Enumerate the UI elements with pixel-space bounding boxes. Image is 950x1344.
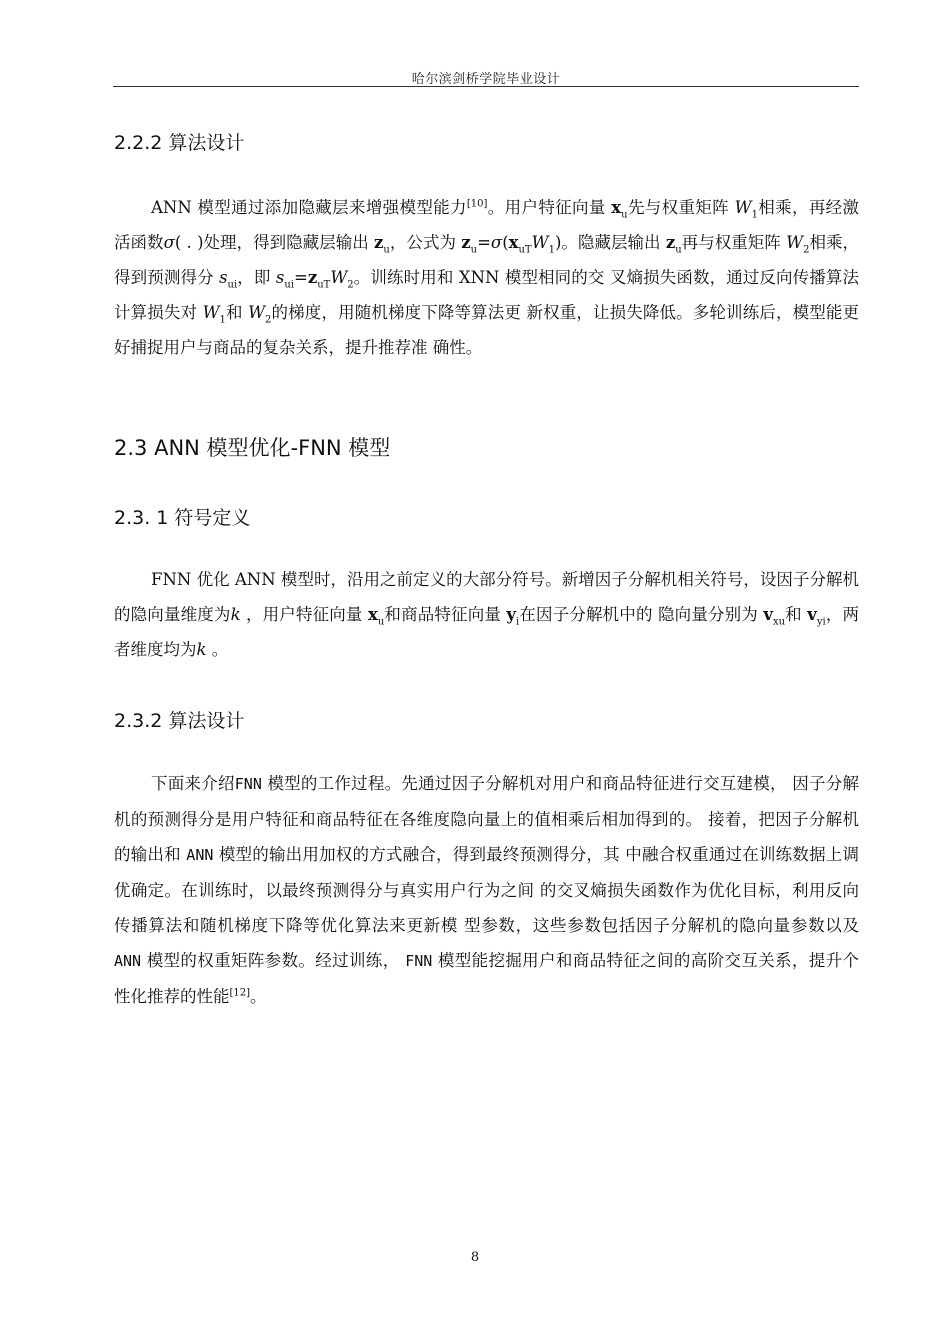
text: ，公式为 [389,233,462,252]
text: 和商品特征向量 [384,605,507,624]
heading-2-3-1: 2.3. 1 符号定义 [114,507,251,529]
text: ( . )处理，得到隐藏层输出 [174,233,375,252]
math-subscript: i [516,616,520,628]
math-symbol: σ [163,233,175,252]
math-symbol: k [196,640,207,659]
math-symbol: k [230,605,241,624]
math-subscript: uT [518,244,532,256]
heading-2-3-2: 2.3.2 算法设计 [114,710,245,732]
text: 模型的工作过程。先通过因子分解机对用户和商品特征进行交互建模， 因子分解机的预测得分是用户特征和商品特征在各维度隐向量上的值相乘后相加得到的。 接着，把因子分解机的输出和 [114,774,860,864]
paragraph-symbol-definition [114,562,859,667]
acronym: FNN [234,775,262,793]
text: FNN 优化 ANN 模型时，沿用之前定义的大部分符号。新增因子分解机相关符号，设因子分解机的隐向量维度为 [114,570,859,624]
math-operator: = [477,233,491,252]
text: 模型的权重矩阵参数。经过训练， [141,951,406,970]
page-header: 哈尔滨剑桥学院毕业设计 [411,72,561,87]
math-subscript: ui [227,279,238,291]
math-symbol: W [734,198,752,217]
math-subscript: ui [284,279,294,291]
math-subscript: 2 [803,244,810,256]
citation: [10] [466,198,488,210]
math-subscript: u [377,616,385,628]
text: 。训练时用和 XNN 模型相同的交 叉熵损失函数，通过反向传播算法计算损失对 [114,268,860,322]
header-rule [113,86,859,87]
text: ，用户特征向量 [240,605,368,624]
math-subscript: uT [317,279,331,291]
math-symbol: W [330,268,348,287]
text: 。 [206,640,229,659]
math-symbol: W [786,233,804,252]
math-symbol: v [763,605,773,624]
math-symbol: y [506,605,517,624]
text: 模型的输出用加权的方式融合，得到最终预测得分，其 中融合权重通过在训练数据上调优确定。在训练时，以最终预测得分与真实用户行为之间 的交叉熵损失函数作为优化目标，利用反向传播算法和随机梯度下降等优化算法来更新模 型参数，这些参数包括因子分解机的隐向量参数以及 [114,845,859,935]
paragraph-ann-algorithm [114,190,859,365]
math-subscript: u [470,244,478,256]
text: 模型能挖掘用户和商品特征之间的高阶交互关系，提升个性化推荐的性能 [114,951,859,1006]
math-symbol: s [219,268,228,287]
math-symbol: W [248,303,266,322]
citation: [12] [229,987,251,999]
math-symbol: s [275,268,285,287]
heading-2-3: 2.3 ANN 模型优化-FNN 模型 [114,436,391,460]
text: 。隐藏层输出 [561,233,666,252]
text: 和 [785,605,808,624]
math-subscript: xu [772,616,786,628]
math-subscript: u [675,244,682,256]
math-symbol: v [807,605,817,624]
math-operator: ( [502,233,509,252]
text: 相乘，得到预测得分 [114,233,860,287]
math-operator: = [294,268,308,287]
paragraph-fnn-algorithm [114,766,859,1014]
math-subscript: 1 [219,314,226,326]
text: 下面来介绍 [151,774,235,793]
math-symbol: z [461,233,471,252]
math-symbol: z [374,233,384,252]
math-symbol: W [202,303,220,322]
math-operator: ) [554,233,562,252]
acronym: ANN [186,846,214,864]
math-symbol: x [367,605,378,624]
math-symbol: W [531,233,549,252]
text: 相乘，再经激活函数 [114,198,860,252]
text: 。 [250,987,267,1006]
text: 再与权重矩阵 [681,233,787,252]
text: 的梯度，用随机梯度下降等算法更 新权重，让损失降低。多轮训练后，模型能更好捕捉用户与商品的复杂关系，提升推荐准 确性。 [114,303,860,357]
heading-2-2-2: 2.2.2 算法设计 [114,132,245,154]
text: ，两者维度均为 [114,605,860,659]
text: ，即 [237,268,276,287]
math-subscript: u [383,244,390,256]
math-subscript: 1 [751,209,758,221]
math-subscript: 2 [265,314,272,326]
math-symbol: x [508,233,519,252]
math-subscript: u [621,209,628,221]
text: 和 [225,303,249,322]
math-symbol: z [665,233,676,252]
math-symbol: σ [490,233,503,252]
text: ANN 模型通过添加隐藏层来增强模型能力 [151,198,467,217]
acronym: FNN [405,952,433,970]
math-subscript: 2 [347,279,354,291]
text: 先与权重矩阵 [627,198,735,217]
math-subscript: 1 [548,244,555,256]
text: 在因子分解机中的 隐向量分别为 [519,605,764,624]
text: 。用户特征向量 [487,198,612,217]
math-symbol: z [307,268,318,287]
math-symbol: x [611,198,622,217]
acronym: ANN [114,952,142,970]
math-subscript: yi [816,616,826,628]
page-number: 8 [470,1250,480,1265]
